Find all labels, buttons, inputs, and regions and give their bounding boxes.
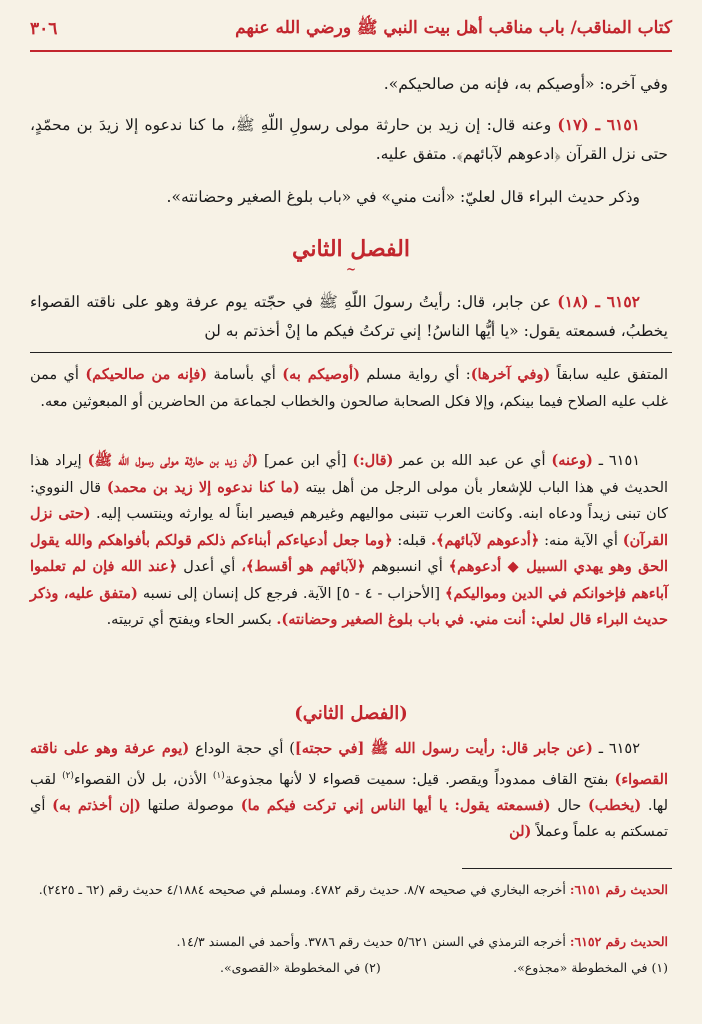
header-rule (30, 50, 672, 52)
comm-text: قال النووي: كان تبنى زيداً ودعاه ابنه. وكانت العرب تتبنى مواليهم وغيرهم فيصير ابناً له يوارثه وينتسب إليه. (30, 479, 668, 522)
comm-quote: (أن زيد بن حارثة مولى رسول الله ﷺ) (87, 452, 259, 469)
hadith-text: وعنه قال: إن زيد بن حارثة مولى رسولِ اللّهِ ﷺ، ما كنا ندعوه إلا زيدَ بن محمّدٍ، حتى نزل القرآن ﴿ادعوهم لآبائهم﴾. متفق عليه. (30, 116, 668, 163)
page-number: ٣٠٦ (30, 19, 58, 39)
bara-reference-text: وذكر حديث البراء قال لعليّ: «أنت مني» في «باب بلوغ الصغير وحضانته». (166, 188, 640, 206)
comm-quote: (قال:) (352, 452, 394, 469)
comm-text: ٦١٥٢ ـ (598, 741, 640, 757)
hadith-6152 (30, 287, 668, 346)
comm-text: بكسر الحاء ويفتح أي تربيته. (106, 612, 272, 628)
section-heading-commentary (30, 700, 672, 728)
comm-text: : أي رواية مسلم (366, 367, 471, 383)
section-heading-text: (الفصل الثاني) (294, 703, 408, 724)
comm-text: بفتح القاف ممدوداً ويقصر. قيل: سميت قصواء لا لأنها مجذوعة (224, 771, 609, 788)
running-title: كتاب المناقب/ باب مناقب أهل بيت النبي ﷺ ورضي الله عنهم (235, 17, 672, 38)
comm-text: أي عن عبد الله بن عمر (399, 453, 546, 469)
footnote-marker: (٢) (62, 770, 74, 781)
hadith-number: ٦١٥٢ ـ (١٨) (557, 292, 641, 311)
comm-quote: (لن (509, 823, 532, 841)
footnote-6152 (30, 930, 668, 953)
comm-quote: (أوصيكم به) (282, 366, 360, 383)
hadith-ending-line: وفي آخره: «أوصيكم به، فإنه من صالحيكم». (383, 75, 668, 93)
footnote-6151 (30, 878, 668, 901)
footnote-text: أخرجه الترمذي في السنن ٥/٦٢١ حديث رقم ٣٧٨٦. وأحمد في المسند ١٤/٣. (176, 934, 566, 949)
comm-quote: (يوم عرفة وهو على ناقته القصواء) (30, 740, 669, 788)
footnote-text: أخرجه البخاري في صحيحه ٨/٧. حديث رقم ٤٧٨٢. ومسلم في صحيحه ٤/١٨٨٤ حديث رقم (٦٢ ـ ٢٤٢٥). (38, 882, 566, 897)
manuscript-note-2: (٢) في المخطوطة «القصوى». (220, 960, 381, 975)
bara-reference (30, 183, 668, 212)
comm-quran: ﴿عند الله فإن لم تعلموا آباءهم فإخوانكم في الدين ومواليكم﴾ (30, 558, 669, 602)
comm-quran: ﴿لآبائهم هو أقسط﴾، (241, 558, 366, 575)
comm-text: أي بأسامة (213, 367, 276, 383)
section-heading-text: الفصل الثاني (292, 236, 410, 262)
comm-text: أي ممن غلب عليه الصلاح فيما بينكم، وإلا فكل الصحابة صالحون والخطاب لجماعة من الحاضرين أو المبعوثين معه. (30, 367, 668, 410)
section-heading-main (30, 234, 672, 274)
comm-quote: (يخطب) (587, 796, 642, 814)
comm-text: أي تمسكتم به علماً وعملاً (30, 797, 668, 841)
commentary-divider (30, 352, 672, 353)
commentary-para-3 (30, 736, 668, 846)
comm-quote: (فسمعته يقول: يا أيها الناس إني تركت فيكم ما) (240, 796, 551, 814)
comm-text: أي انسبوهم (371, 559, 443, 575)
page-header (30, 14, 672, 44)
footnote-label: الحديث رقم ٦١٥١: (569, 882, 668, 897)
hadith-number: ٦١٥١ ـ (١٧) (557, 115, 640, 134)
footnote-divider (462, 868, 672, 869)
comm-quran: ﴿وما جعل أدعياءكم أبناءكم ذلكم قولكم بأفواهكم والله يقول الحق وهو يهدي السبيل ◆ أدعوهم﴾ (30, 531, 669, 575)
comm-quote: (وفي آخرها) (470, 366, 551, 383)
comm-text: الأذن، بل لأن القصواء (73, 771, 207, 788)
comm-quote: (عن جابر قال: رأيت رسول الله ﷺ [في حجته] (294, 740, 593, 757)
comm-text: أي الآية منه: (544, 532, 618, 549)
main-text-top (30, 70, 668, 99)
comm-text: [الأحزاب - ٤ - ٥] الآية. فرجع كل إنسان إلى نسبه (142, 585, 440, 602)
comm-text: حال (557, 797, 582, 814)
comm-quote: (وعنه) (551, 452, 593, 469)
heading-ornament: ~ (345, 262, 357, 276)
comm-quote: (حتى نزل القرآن) (30, 505, 669, 549)
manuscript-notes (30, 956, 668, 979)
footnote-marker: (١) (212, 770, 225, 781)
comm-text: إيراد هذا الحديث في هذا الباب للإشعار بأن مولى الرجل من أهل بيته (30, 453, 669, 496)
comm-quote: (إن أخذتم به) (52, 796, 141, 814)
comm-text: ٦١٥١ ـ (598, 453, 641, 469)
comm-text: قبله: (397, 532, 427, 549)
footnote-label: الحديث رقم ٦١٥٢: (569, 934, 668, 949)
comm-text: لقب لها. (30, 771, 669, 814)
comm-quote: (فإنه من صالحيكم) (85, 366, 208, 383)
comm-text: المتفق عليه سابقاً (556, 367, 668, 383)
hadith-6151 (30, 110, 668, 169)
commentary-para-2 (30, 448, 668, 634)
comm-text: ) أي حجة الوداع (195, 741, 295, 757)
manuscript-note-1: (١) في المخطوطة «مجذوع». (513, 960, 668, 975)
comm-quran: ﴿أدعوهم لآبائهم﴾. (430, 531, 540, 549)
hadith-text: عن جابر، قال: رأيتُ رسولَ اللّهِ ﷺ في حجّته يوم عرفة وهو على ناقته القصواء يخطبُ، فسمعته يقول: «يا أيُّها الناسُ! إني تركتُ فيكم ما إنْ أخذتم به لن (30, 293, 668, 340)
comm-quote: (متفق عليه، وذكر حديث البراء قال لعلي: أنت مني. في باب بلوغ الصغير وحضانته). (30, 584, 668, 628)
commentary-para-1 (30, 362, 668, 415)
comm-quote: (ما كنا ندعوه إلا زيد بن محمد) (106, 478, 300, 496)
comm-text: أي أعدل (183, 559, 236, 575)
comm-text: موصولة صلتها (147, 797, 235, 814)
comm-text: [أي ابن عمر] (264, 453, 347, 469)
